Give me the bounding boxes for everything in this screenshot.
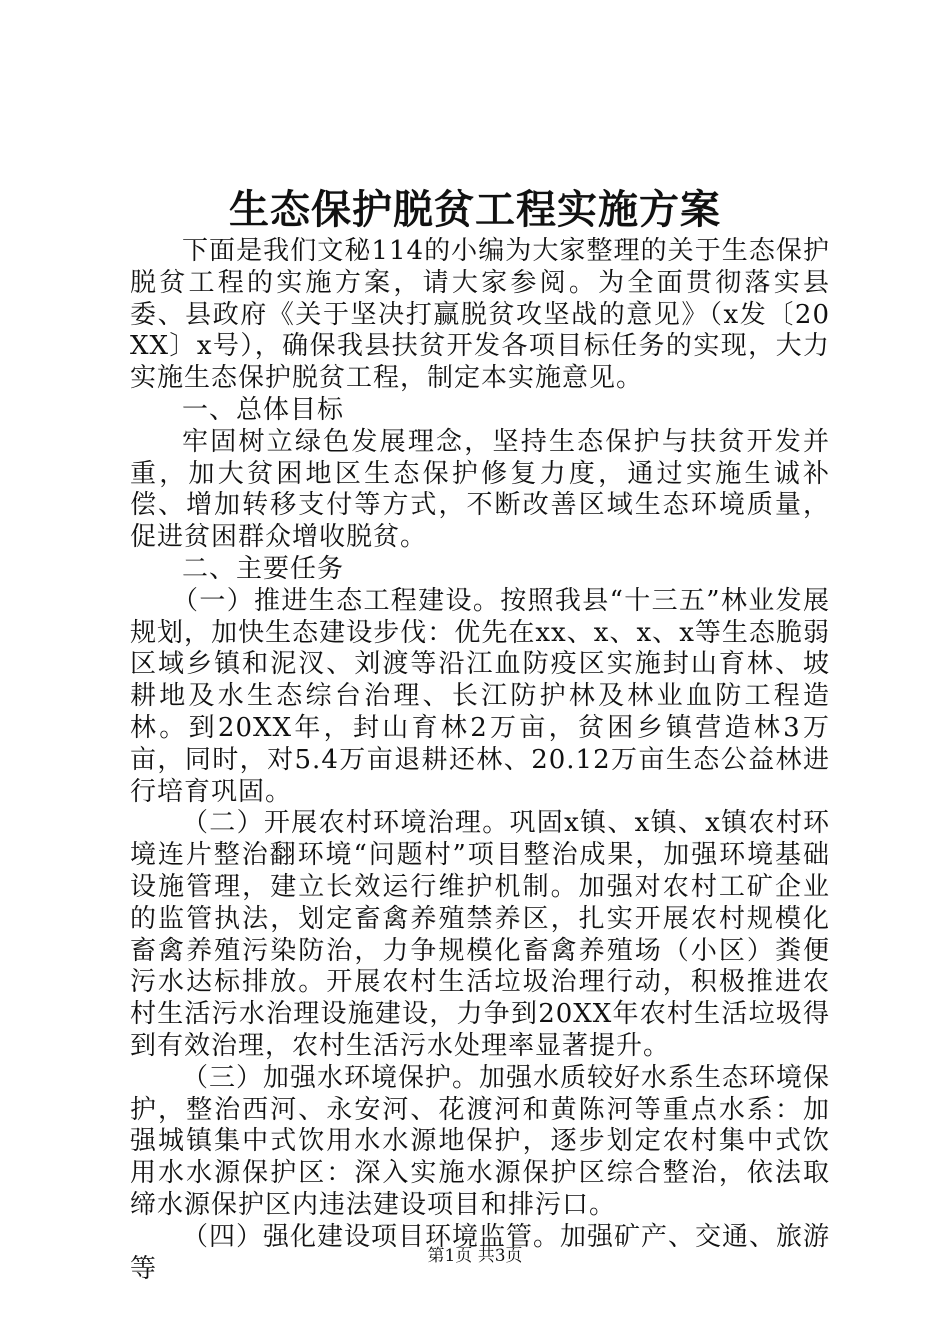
task-paragraph-3: （三）加强水环境保护。加强水质较好水系生态环境保护，整治西河、永安河、花渡河和黄陈河等重点水系：加强城镇集中式饮用水水源地保护，逐步划定农村集中式饮用水水源保护区：深入实施水源保护区综合整治，依法取缔水源保护区内违法建设项目和排污口。 — [130, 1062, 831, 1220]
task-paragraph-2: （二）开展农村环境治理。巩固x镇、x镇、x镇农村环境连片整治翻环境“问题村”项目整治成果，加强环境基础设施管理，建立长效运行维护机制。加强对农村工矿企业的监管执法，划定畜禽养殖禁养区，扎实开展农村规模化畜禽养殖污染防治，力争规模化畜禽养殖场（小区）粪便污水达标排放。开展农村生活垃圾治理行动，积极推进农村生活污水治理设施建设，力争到20XX年农村生活垃圾得到有效治理，农村生活污水处理率显著提升。 — [130, 808, 830, 1061]
section-heading-main-tasks: 二、主要任务 — [182, 553, 345, 584]
task-paragraph-1: （一）推进生态工程建设。按照我县“十三五”林业发展规划，加快生态建设步伐：优先在xx、x、x、x等生态脆弱区域乡镇和泥汊、刘渡等沿江血防疫区实施封山育林、坡耕地及水生态综台治理、长江防护林及林业血防工程造林。到20XX年，封山育林2万亩，贫困乡镇营造林3万亩，同时，对5.4万亩退耕还林、20.12万亩生态公益林进行培育巩固。 — [130, 585, 830, 807]
document-body — [130, 236, 830, 1285]
document-title: 生态保护脱贫工程实施方案 — [229, 186, 721, 233]
overall-goal-paragraph: 牢固树立绿色发展理念，坚持生态保护与扶贫开发并重，加大贫困地区生态保护修复力度，通过实施生诚补偿、增加转移支付等方式，不断改善区域生态环境质量，促进贫困群众增收脱贫。 — [130, 426, 830, 553]
task-paragraph-4: （四）强化建设项目环境监管。加强矿产、交通、旅游等 — [130, 1221, 831, 1284]
intro-paragraph: 下面是我们文秘114的小编为大家整理的关于生态保护脱贫工程的实施方案，请大家参阅。为全面贯彻落实县委、县政府《关于坚决打赢脱贫攻坚战的意见》（x发〔20XX〕x号），确保我县扶贫开发各项目标任务的实现，大力实施生态保护脱贫工程，制定本实施意见。 — [130, 236, 830, 394]
page-number-footer: 第1页 共3页 — [427, 1246, 523, 1266]
section-heading-overall-goal: 一、总体目标 — [182, 394, 345, 425]
